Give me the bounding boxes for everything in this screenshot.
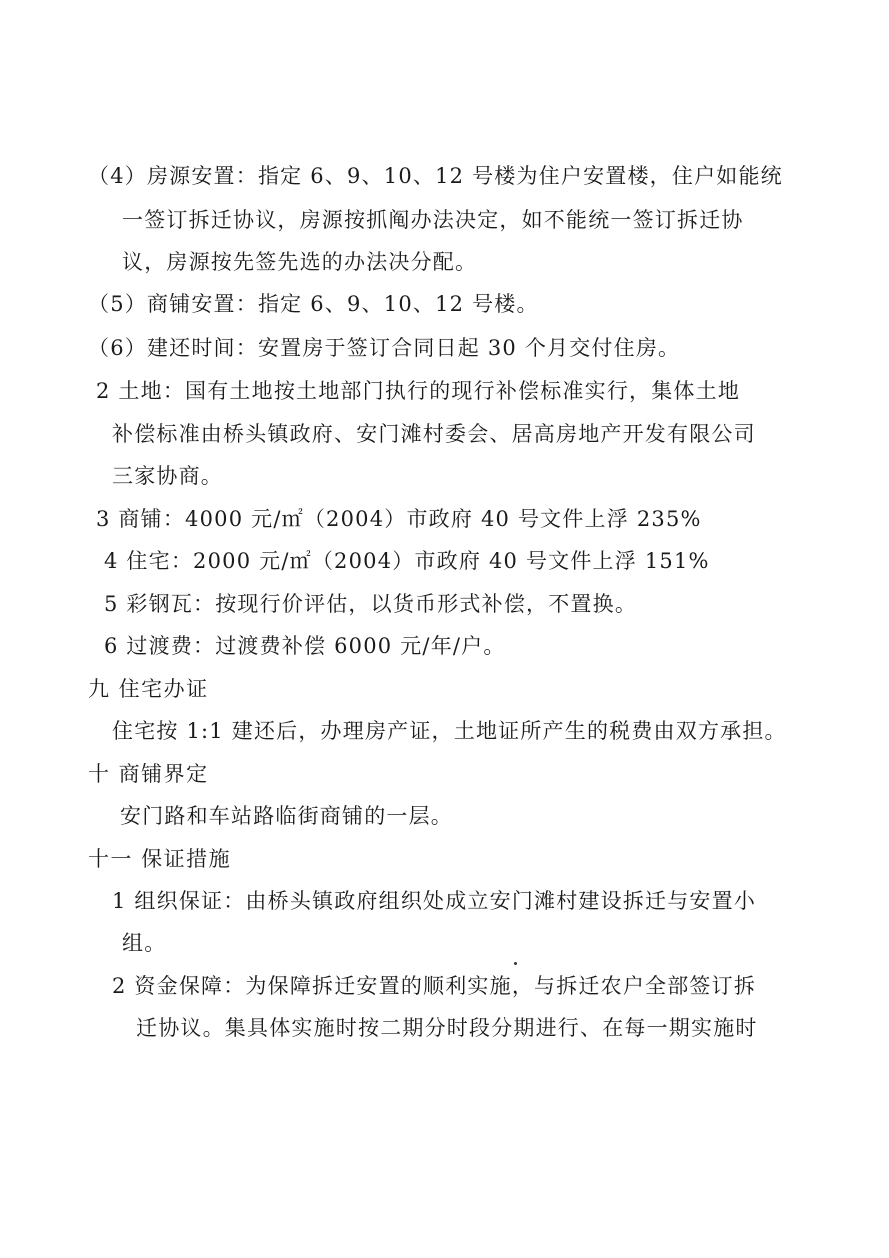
speck-mark: [514, 962, 517, 965]
text-line-6-transition-fee: 6 过渡费：过渡费补偿 6000 元/年/户。: [104, 634, 506, 658]
text-line-1-organization-cont: 组。: [122, 931, 167, 955]
text-line-2-land-cont1: 补偿标准由桥头镇政府、安门滩村委会、居高房地产开发有限公司: [112, 422, 756, 446]
text-line-shop-definition: 安门路和车站路临街商铺的一层。: [120, 804, 453, 828]
text-line-2-funding: 2 资金保障：为保障拆迁安置的顺利实施，与拆迁农户全部签订拆: [112, 974, 757, 998]
text-line-5-shop-placement: （5）商铺安置：指定 6、9、10、12 号楼。: [88, 292, 539, 316]
text-line-4-housing-placement-cont1: 一签订拆迁协议，房源按抓阄办法决定，如不能统一签订拆迁协: [122, 208, 744, 232]
text-line-1-organization: 1 组织保证：由桥头镇政府组织处成立安门滩村建设拆迁与安置小: [112, 889, 757, 913]
section-heading-11: 十一 保证措施: [88, 847, 232, 871]
text-line-4-housing-placement: （4）房源安置：指定 6、9、10、12 号楼为住户安置楼，住户如能统: [88, 164, 783, 188]
text-line-4-housing-placement-cont2: 议，房源按先签先选的办法决分配。: [122, 250, 478, 274]
text-line-3-shops: 3 商铺：4000 元/㎡（2004）市政府 40 号文件上浮 235%: [96, 507, 702, 531]
text-line-2-land-cont2: 三家协商。: [112, 464, 223, 488]
text-line-2-funding-cont: 迁协议。集具体实施时按二期分时段分期进行、在每一期实施时: [136, 1016, 758, 1040]
section-heading-9: 九 住宅办证: [88, 677, 209, 701]
text-line-2-land: 2 土地：国有土地按土地部门执行的现行补偿标准实行，集体土地: [96, 379, 741, 403]
text-line-residential-certificate: 住宅按 1:1 建还后，办理房产证，土地证所产生的税费由双方承担。: [112, 719, 787, 743]
text-line-6-return-time: （6）建还时间：安置房于签订合同日起 30 个月交付住房。: [88, 336, 681, 360]
section-heading-10: 十 商铺界定: [88, 762, 209, 786]
text-line-5-steel-tiles: 5 彩钢瓦：按现行价评估，以货币形式补偿，不置换。: [104, 592, 638, 616]
text-line-4-residential: 4 住宅：2000 元/㎡（2004）市政府 40 号文件上浮 151%: [104, 549, 710, 573]
